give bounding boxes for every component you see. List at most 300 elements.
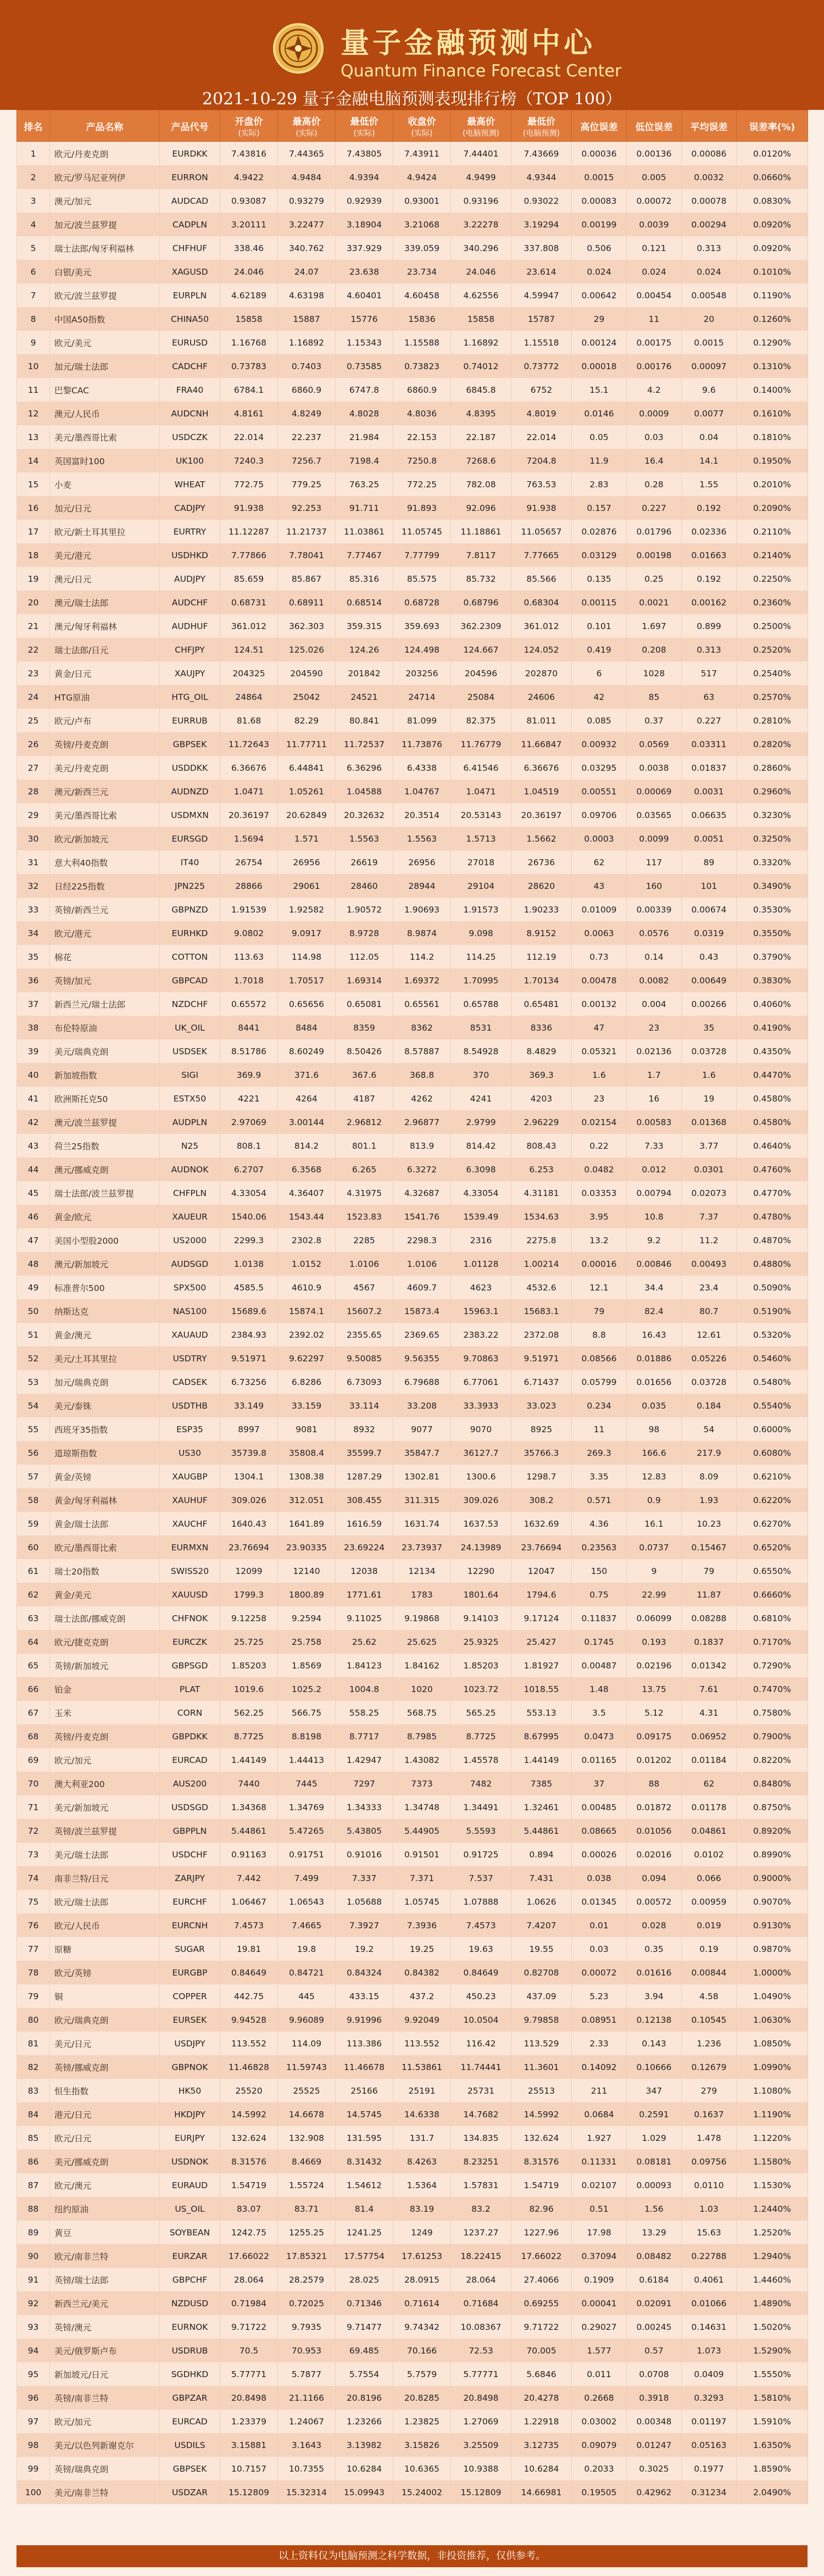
table-cell: 1543.44 [278,1205,336,1228]
table-cell: 黄金/美元 [50,1583,160,1606]
table-cell: CHFPLN [160,1181,220,1205]
table-cell: 2302.8 [278,1228,336,1252]
table-cell: US_OIL [160,2197,220,2221]
table-cell: 0.03295 [572,756,627,780]
table-cell: 47 [17,1228,50,1252]
table-cell: CHFNOK [160,1606,220,1630]
table-cell: 黄金/瑞士法郎 [50,1512,160,1535]
table-cell: 78 [17,1961,50,1984]
table-cell: 0.68731 [220,591,278,614]
table-cell: 0.68514 [336,591,393,614]
table-cell: 2.0490% [737,2480,808,2504]
table-cell: 22 [17,638,50,661]
table-cell: 2384.93 [220,1323,278,1347]
table-cell: 1.571 [278,827,336,850]
table-cell: 359.315 [336,614,393,638]
table-cell: 0.00093 [627,2173,682,2197]
table-cell: 6752 [511,378,572,402]
table-cell: 美元/挪威克朗 [50,2150,160,2173]
table-cell: 0.75 [572,1583,627,1606]
table-cell: AUDJPY [160,567,220,591]
table-cell: 15.24002 [393,2480,451,2504]
table-cell: 12140 [278,1559,336,1583]
table-cell: 2298.3 [393,1228,451,1252]
table-cell: 0.01345 [572,1890,627,1913]
table-cell: 0.02107 [572,2173,627,2197]
table-cell: 0.5320% [737,1323,808,1347]
table-row [17,1039,808,1063]
table-cell: 澳元/匈牙利福林 [50,614,160,638]
table-cell: 15.32314 [278,2480,336,2504]
table-cell: GBPCAD [160,969,220,992]
table-cell: 7.37 [682,1205,737,1228]
table-cell: 83.71 [278,2197,336,2221]
table-cell: 6 [17,260,50,283]
table-cell: EURGBP [160,1961,220,1984]
table-cell: 132.624 [511,2126,572,2150]
table-cell: 4532.6 [511,1276,572,1299]
table-cell: 1.45578 [451,1748,511,1772]
table-cell: 0.00478 [572,969,627,992]
table-cell: 0.91501 [393,1843,451,1866]
table-cell: 11.46678 [336,2055,393,2079]
table-cell: 8.31576 [511,2150,572,2173]
table-cell: 83.19 [393,2197,451,2221]
table-cell: 101 [682,874,737,898]
table-cell: 新加坡指数 [50,1063,160,1087]
table-cell: 1632.69 [511,1512,572,1535]
table-cell: 124.26 [336,638,393,661]
table-cell: 93 [17,2315,50,2339]
table-cell: 4.31 [682,1701,737,1724]
table-cell: 9.51971 [511,1347,572,1370]
table-cell: 131.595 [336,2126,393,2150]
table-cell: 0.02091 [627,2291,682,2315]
table-cell: 0.00454 [627,283,682,307]
table-cell: 15873.4 [393,1299,451,1323]
table-cell: 0.68911 [278,591,336,614]
table-cell: 0.00583 [627,1110,682,1134]
table-cell: 2.97069 [220,1110,278,1134]
table-cell: 1.43082 [393,1748,451,1772]
table-cell: JPN225 [160,874,220,898]
table-cell: 原糖 [50,1937,160,1961]
table-cell: 22.187 [451,425,511,449]
table-cell: 0.84721 [278,1961,336,1984]
table-cell: 1.5550% [737,2362,808,2386]
table-cell: 0.0003 [572,827,627,850]
table-cell: 70 [17,1772,50,1795]
table-row [17,1488,808,1512]
table-cell: 337.929 [336,236,393,260]
table-cell: 445 [278,1984,336,2008]
table-cell: 2.96877 [393,1110,451,1134]
table-cell: 0.571 [572,1488,627,1512]
table-cell: 46 [17,1205,50,1228]
column-header-label: 最低价 [350,116,378,127]
table-cell: 0.1950% [737,449,808,472]
table-cell: EURSGD [160,827,220,850]
table-cell: CORN [160,1701,220,1724]
table-cell: 113.529 [511,2032,572,2055]
table-cell: 22.153 [393,425,451,449]
table-cell: 1.15343 [336,331,393,354]
table-cell: 20.8196 [336,2386,393,2410]
table-cell: 566.75 [278,1701,336,1724]
table-cell: GBPNZD [160,898,220,921]
table-cell: 0.73772 [511,354,572,378]
table-cell: 11.3601 [511,2055,572,2079]
table-cell: 0.00072 [627,189,682,213]
table-cell: 0.234 [572,1394,627,1417]
table-row [17,1016,808,1039]
table-cell: 欧元/澳元 [50,2173,160,2197]
table-cell: 0.00018 [572,354,627,378]
table-row [17,732,808,756]
table-cell: 0.00069 [627,780,682,803]
table-cell: 0.8220% [737,1748,808,1772]
table-cell: 91.938 [220,496,278,520]
column-header-label: 高位误差 [580,121,618,133]
table-cell: 美元/新加坡元 [50,1795,160,1819]
table-cell: SIGI [160,1063,220,1087]
table-cell: 0.91016 [336,1843,393,1866]
table-cell: 3.20111 [220,213,278,236]
table-cell: FRA40 [160,378,220,402]
table-cell: 24.07 [278,260,336,283]
table-cell: 0.00794 [627,1181,682,1205]
table-cell: 1.00214 [511,1252,572,1276]
table-cell: 0.03565 [627,803,682,827]
table-cell: AUDCAD [160,189,220,213]
column-header-label: 产品名称 [86,121,124,133]
table-cell: 美元/泰铢 [50,1394,160,1417]
table-cell: 1.42947 [336,1748,393,1772]
table-cell: 1.2520% [737,2221,808,2244]
table-cell: 0.192 [682,496,737,520]
table-row [17,378,808,402]
table-row [17,1606,808,1630]
table-cell: 12099 [220,1559,278,1583]
table-cell: 8.9152 [511,921,572,945]
table-cell: 2.96812 [336,1110,393,1134]
table-cell: 1.0471 [220,780,278,803]
table-cell: 0.0015 [682,331,737,354]
table-cell: 17 [17,520,50,543]
table-cell: 70.166 [393,2339,451,2362]
page-header [0,0,824,110]
table-cell: 恒生指数 [50,2079,160,2102]
table-cell: EURDKK [160,142,220,166]
table-cell: 359.693 [393,614,451,638]
table-cell: 338.46 [220,236,278,260]
table-cell: 371.6 [278,1063,336,1087]
table-cell: 0.0319 [682,921,737,945]
table-cell: 0.0684 [572,2102,627,2126]
table-cell: 1 [17,142,50,166]
table-cell: 23.76694 [220,1535,278,1559]
column-header [50,110,160,142]
table-cell: 81.099 [393,709,451,732]
table-cell: 8.67995 [511,1724,572,1748]
table-cell: 16.1 [627,1512,682,1535]
table-cell: 5.23 [572,1984,627,2008]
table-cell: 0.08181 [627,2150,682,2173]
table-cell: 美元/墨西哥比索 [50,425,160,449]
table-cell: 88 [17,2197,50,2221]
table-cell: 0.506 [572,236,627,260]
table-cell: 1.04519 [511,780,572,803]
column-header [336,110,393,142]
table-cell: 433.15 [336,1984,393,2008]
table-cell: 加元/瑞士法郎 [50,354,160,378]
table-cell: 11.87 [682,1583,737,1606]
table-cell: 0.01342 [682,1654,737,1677]
table-row [17,2221,808,2244]
table-cell: 45 [17,1181,50,1205]
table-cell: 0.4061 [682,2268,737,2291]
table-cell: 1539.49 [451,1205,511,1228]
table-cell: 6.4338 [393,756,451,780]
table-cell: 8.8 [572,1323,627,1347]
table-cell: 0.01056 [627,1819,682,1843]
table-cell: 1.0106 [393,1252,451,1276]
table-cell: 0.01616 [627,1961,682,1984]
table-cell: 0.2520% [737,638,808,661]
table-cell: 1.5290% [737,2339,808,2362]
table-cell: 7204.8 [511,449,572,472]
table-cell: 28.0915 [393,2268,451,2291]
table-cell: 7.44401 [451,142,511,166]
table-cell: 13.2 [572,1228,627,1252]
table-cell: 1523.83 [336,1205,393,1228]
table-cell: 367.6 [336,1063,393,1087]
table-cell: 14.6338 [393,2102,451,2126]
table-cell: 1.44413 [278,1748,336,1772]
table-cell: 5.44905 [393,1819,451,1843]
table-cell: 808.1 [220,1134,278,1158]
table-cell: 2372.08 [511,1323,572,1347]
table-cell: 布伦特原油 [50,1016,160,1039]
table-cell: 0.00846 [627,1252,682,1276]
table-cell: 339.059 [393,236,451,260]
table-cell: 4.9499 [451,165,511,189]
table-cell: 1.23379 [220,2410,278,2433]
table-cell: 0.4580% [737,1087,808,1110]
table-cell: 0.7900% [737,1724,808,1748]
table-cell: 2285 [336,1228,393,1252]
table-cell: 1020 [393,1677,451,1701]
table-cell: 22.99 [627,1583,682,1606]
table-cell: 1.92582 [278,898,336,921]
table-cell: 0.8750% [737,1795,808,1819]
table-cell: 12047 [511,1559,572,1583]
table-cell: 1637.53 [451,1512,511,1535]
table-cell: 9.50085 [336,1347,393,1370]
table-cell: 0.00078 [682,189,737,213]
table-cell: 0.15467 [682,1535,737,1559]
table-cell: 英镑/加元 [50,969,160,992]
table-cell: 黄豆 [50,2221,160,2244]
table-cell: 0.71684 [451,2291,511,2315]
table-cell: 4.62189 [220,283,278,307]
table-cell: 11.2 [682,1228,737,1252]
table-cell: 201842 [336,661,393,685]
table-cell: 6747.8 [336,378,393,402]
table-cell: 2.33 [572,2032,627,2055]
table-cell: 7.77665 [511,543,572,567]
table-cell: 澳元/波兰兹罗提 [50,1110,160,1134]
table-cell: 1.04588 [336,780,393,803]
table-cell: 160 [627,874,682,898]
table-cell: 74 [17,1866,50,1890]
table-cell: 1.16892 [278,331,336,354]
table-cell: 4610.9 [278,1276,336,1299]
table-cell: 0.3250% [737,827,808,850]
table-cell: 20.62849 [278,803,336,827]
table-cell: 35739.8 [220,1441,278,1465]
table-cell: 6.2707 [220,1158,278,1181]
ranking-table [16,110,808,2504]
table-cell: 1.69372 [393,969,451,992]
table-cell: 0.05163 [682,2433,737,2457]
table-cell: 26736 [511,850,572,874]
table-cell: 23.638 [336,260,393,283]
table-cell: 7.77866 [220,543,278,567]
table-cell: 0.4190% [737,1016,808,1039]
table-row [17,1937,808,1961]
table-cell: 132.908 [278,2126,336,2150]
table-cell: 1019.6 [220,1677,278,1701]
table-cell: 42 [572,685,627,709]
table-cell: 24.13989 [451,1535,511,1559]
table-cell: 0.31234 [682,2480,737,2504]
table-cell: 新西兰元/美元 [50,2291,160,2315]
table-cell: 1.2440% [737,2197,808,2221]
table-cell: 0.84382 [393,1961,451,1984]
table-cell: 0.25 [627,567,682,591]
table-cell: 0.65081 [336,992,393,1016]
table-cell: 27.4066 [511,2268,572,2291]
table-row [17,1063,808,1087]
table-cell: 112.05 [336,945,393,969]
table-cell: 7482 [451,1772,511,1795]
table-cell: 15.63 [682,2221,737,2244]
table-cell: 美元/瑞士法郎 [50,1843,160,1866]
table-cell: 17.85321 [278,2244,336,2268]
table-cell: 7.4573 [220,1913,278,1937]
table-cell: 0.03129 [572,543,627,567]
table-cell: 49 [17,1276,50,1299]
table-cell: 1.5810% [737,2386,808,2410]
table-cell: 91.711 [336,496,393,520]
table-cell: 23.76694 [511,1535,572,1559]
table-cell: 7.4573 [451,1913,511,1937]
table-cell: 1004.8 [336,1677,393,1701]
table-cell: EURNOK [160,2315,220,2339]
table-cell: 8 [17,307,50,331]
table-cell: 35808.4 [278,1441,336,1465]
table-cell: 309.026 [220,1488,278,1512]
table-cell: 9.19868 [393,1606,451,1630]
table-cell: 20.36197 [220,803,278,827]
table-cell: 34.4 [627,1276,682,1299]
table-cell: 0.73823 [393,354,451,378]
table-cell: 85.566 [511,567,572,591]
table-cell: NZDUSD [160,2291,220,2315]
table-cell: ZARJPY [160,1866,220,1890]
table-cell: 8.4829 [511,1039,572,1063]
table-cell: 8.4669 [278,2150,336,2173]
table-cell: 日经225指数 [50,874,160,898]
table-cell: 6784.1 [220,378,278,402]
table-cell: 114.98 [278,945,336,969]
table-cell: 116.42 [451,2032,511,2055]
table-row [17,945,808,969]
table-cell: 1.81927 [511,1654,572,1677]
table-cell: SUGAR [160,1937,220,1961]
table-cell: 8484 [278,1016,336,1039]
table-cell: 0.024 [627,260,682,283]
table-row [17,2197,808,2221]
table-cell: 0.91725 [451,1843,511,1866]
table-row [17,425,808,449]
table-cell: 1227.96 [511,2221,572,2244]
table-cell: 8.7725 [220,1724,278,1748]
table-cell: 0.8480% [737,1772,808,1795]
table-cell: 0.00339 [627,898,682,921]
table-cell: 0.73585 [336,354,393,378]
table-cell: 0.03353 [572,1181,627,1205]
table-cell: 166.6 [627,1441,682,1465]
table-cell: 12038 [336,1559,393,1583]
table-cell: USDMXN [160,803,220,827]
table-cell: 28 [17,780,50,803]
table-cell: 0.92939 [336,189,393,213]
table-cell: 1.5020% [737,2315,808,2339]
table-cell: 英镑/丹麦克朗 [50,732,160,756]
table-cell: 0.84324 [336,1961,393,1984]
table-row [17,1890,808,1913]
table-cell: EURZAR [160,2244,220,2268]
table-cell: COPPER [160,1984,220,2008]
table-row [17,921,808,945]
table-cell: 14.66981 [511,2480,572,2504]
table-cell: 0.0708 [627,2362,682,2386]
table-row [17,803,808,827]
table-cell: 9.62297 [278,1347,336,1370]
table-cell: 8.23251 [451,2150,511,2173]
table-cell: 6.253 [511,1158,572,1181]
table-cell: 73 [17,1843,50,1866]
table-cell: 0.135 [572,567,627,591]
column-header-label: 最低价 [527,116,555,127]
table-cell: 4.36407 [278,1181,336,1205]
table-cell: 779.25 [278,472,336,496]
table-cell: 黄金/欧元 [50,1205,160,1228]
table-cell: 欧元/波兰兹罗提 [50,283,160,307]
table-cell: 80 [17,2008,50,2032]
table-cell: 0.06952 [682,1724,737,1748]
table-cell: 25525 [278,2079,336,2102]
table-cell: 美元/南非兰特 [50,2480,160,2504]
table-cell: 3.13982 [336,2433,393,2457]
table-cell: 79 [682,1559,737,1583]
table-cell: 0.5540% [737,1394,808,1417]
table-cell: USDZAR [160,2480,220,2504]
table-cell: 0.00959 [682,1890,737,1913]
table-cell: 0.4060% [737,992,808,1016]
